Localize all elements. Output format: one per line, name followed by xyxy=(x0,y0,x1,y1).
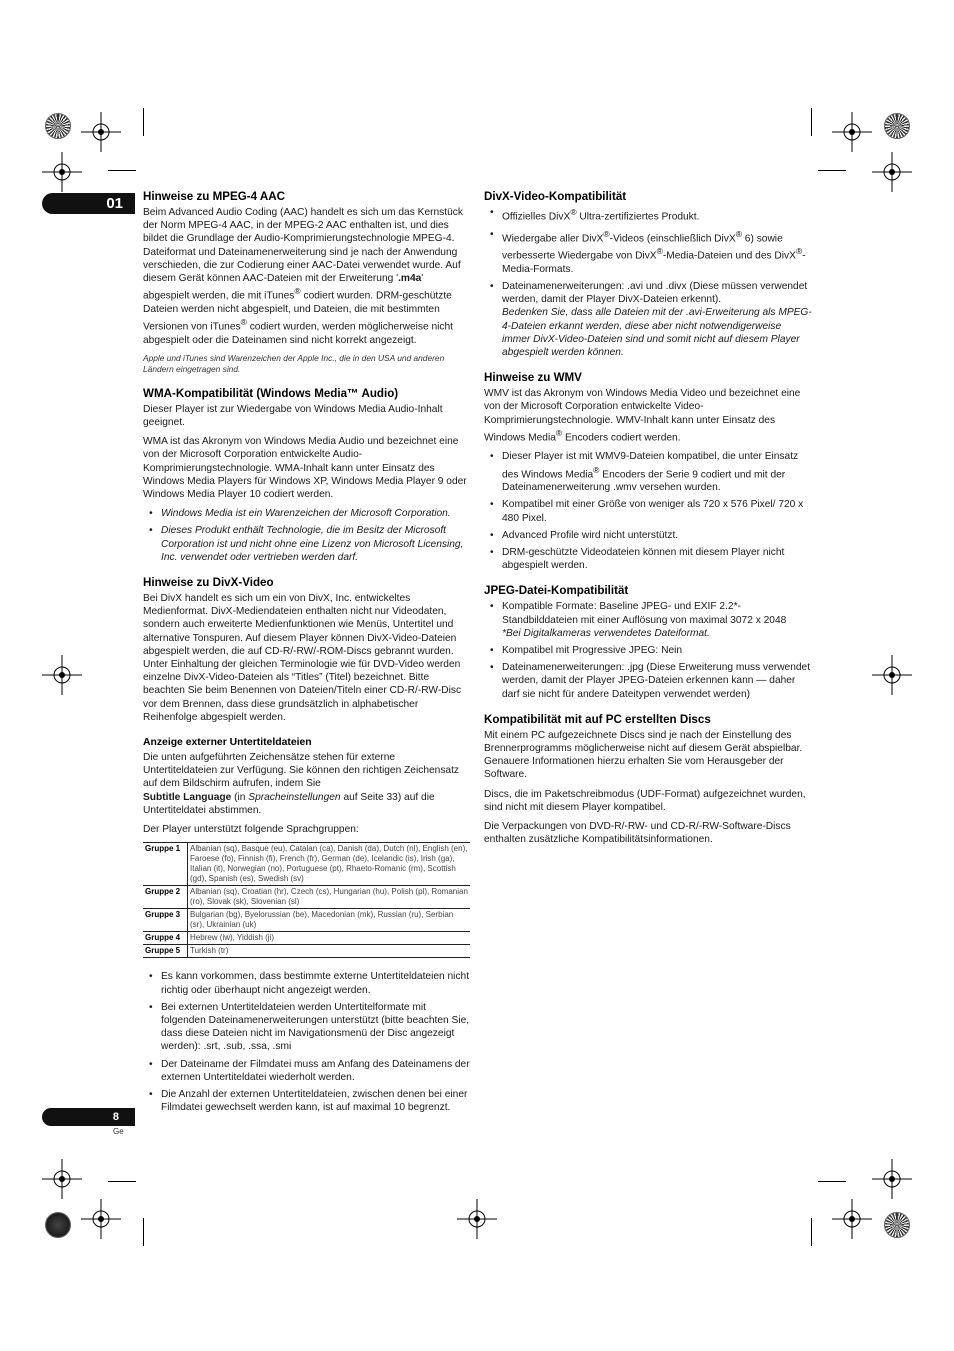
list-item xyxy=(484,280,812,359)
list-item xyxy=(484,206,812,224)
table-cell-languages: Turkish (tr) xyxy=(188,945,471,958)
table-cell-group: Gruppe 2 xyxy=(143,886,188,909)
crosshair-mark-top-left-a xyxy=(81,112,121,152)
text-run-italic: Spracheinstellungen xyxy=(248,791,341,803)
section-heading: Hinweise zu DivX-Video xyxy=(143,576,274,590)
text-run: Offizielles DivX xyxy=(502,211,571,223)
text-run: Kompatible Formate: Baseline JPEG- und EXIF 2.2*-Standbilddateien mit einer Auflösung von maximal 3072 x 2048 xyxy=(502,601,787,626)
paragraph: WMA ist das Akronym von Windows Media Audio und bezeichnet eine von der Microsoft Corporation entwickelte Audio-Komprimierungstechnologie. WMA-Inhalt kann unter Einsatz des Windows Media Players für Windows XP, Windows Media Player 9 oder Windows Media Player 10 codiert werden. xyxy=(143,436,467,501)
section-wma xyxy=(143,387,470,564)
list-item: • DRM-geschützte Videodateien können mit diesem Player nicht abgespielt werden. xyxy=(484,546,812,572)
table-cell-group: Gruppe 1 xyxy=(143,843,188,886)
section-heading: JPEG-Datei-Kompatibilität xyxy=(484,584,629,598)
registered-mark: ® xyxy=(656,246,663,257)
section-external-subtitles xyxy=(143,736,470,1114)
registered-mark: ® xyxy=(603,228,610,239)
right-column xyxy=(484,190,812,858)
bullet-list xyxy=(143,507,470,564)
crop-line xyxy=(108,1181,136,1182)
crop-line xyxy=(143,108,144,136)
table-cell-languages: Albanian (sq), Basque (eu), Catalan (ca), Danish (da), Dutch (nl), English (en), Faroese (fo), Finnish (fi), French (fr), German (de), Icelandic (is), Irish (ga), Italian (it), Norwegian (no), Portuguese (pt), Rhaeto-Romanic (rm), Scottish (gd), Spanish (es), Swedish (sv) xyxy=(188,843,471,886)
text-run: Dateinamenerweiterungen: .avi und .divx (Diese müssen verwendet werden, damit der Player DivX-Dateien erkennt). xyxy=(502,280,808,306)
paragraph xyxy=(484,387,812,444)
table-cell-group: Gruppe 3 xyxy=(143,909,188,932)
section-heading: DivX-Video-Kompatibilität xyxy=(484,190,627,203)
text-run-bold: Subtitle Language xyxy=(143,791,232,803)
list-item xyxy=(484,450,812,494)
section-wmv xyxy=(484,371,812,572)
list-item: • Bei externen Untertiteldateien werden Untertitelformate mit folgenden Dateinamenerweiterungen unterstützt (bitte beachten Sie, dass diese Dateien nicht im Navigationsmenü der Disc angezeigt werden): .srt, .sub, .ssa, .smi xyxy=(143,1001,470,1054)
text-run: auf Seite 33) auf die Untertiteldatei abstimmen. xyxy=(143,791,435,816)
paragraph: Discs, die im Paketschreibmodus (UDF-Format) aufgezeichnet wurden, sind nicht mit diesem Player kompatibel. xyxy=(484,788,806,813)
registered-mark: ® xyxy=(555,427,563,438)
text-run-italic: *Bei Digitalkameras verwendetes Dateiformat. xyxy=(502,627,710,639)
table-row xyxy=(143,932,470,945)
section-pc-discs xyxy=(484,713,812,847)
text-run: -Media-Formats. xyxy=(502,250,806,275)
crosshair-mark-bottom-right-a xyxy=(872,1159,912,1199)
table-row xyxy=(143,909,470,932)
list-item: • Der Dateiname der Filmdatei muss am Anfang des Dateinamens der externen Untertiteldatei wiederholt werden. xyxy=(143,1058,470,1084)
crop-line xyxy=(143,1218,144,1246)
table-cell-languages: Albanian (sq), Croatian (hr), Czech (cs), Hungarian (hu), Polish (pl), Romanian (ro), Slovak (sk), Slovenian (sl) xyxy=(188,886,471,909)
section-heading: WMA-Kompatibilität (Windows Media™ Audio) xyxy=(143,386,399,400)
text-run-italic: Bedenken Sie, dass alle Dateien mit der .avi-Erweiterung als MPEG-4-Dateien erkannt werden, diese aber nicht notwendigerweise immer DivX-Video-Dateien sind und somit nicht auf diesem Player abgespielt werden können. xyxy=(502,307,812,358)
text-run-bold: .m4a xyxy=(398,273,422,285)
text-run: Dieser Player ist mit WMV9-Dateien kompatibel, die unter Einsatz des Windows Media xyxy=(502,451,799,480)
text-run: Encoders der Serie 9 codiert und mit der Dateinamenerweiterung .wmv versehen wurden. xyxy=(502,469,786,494)
trademark-note: Apple und iTunes sind Warenzeichen der Apple Inc., die in den USA und anderen Ländern eingetragen sind. xyxy=(143,352,445,374)
paragraph xyxy=(143,751,470,817)
registered-mark: ® xyxy=(593,464,600,475)
registered-mark: ® xyxy=(795,246,803,257)
crosshair-mark-top-right-b xyxy=(872,152,912,192)
paragraph: Die Verpackungen von DVD-R/-RW- und CD-R/-RW-Software-Discs enthalten zusätzliche Kompatibilitätsinformationen. xyxy=(484,821,791,846)
text-run: (in xyxy=(231,791,249,803)
color-registration-dot-bottom-left xyxy=(45,1212,71,1238)
registered-mark: ® xyxy=(735,228,742,239)
registered-mark: ® xyxy=(240,317,247,328)
paragraph: Mit einem PC aufgezeichnete Discs sind je nach der Einstellung des Brennerprogramms möglicherweise nicht auf diesem Gerät abspielbar. Genauere Informationen hierzu erhalten Sie vom Herausgeber der Software. xyxy=(484,729,803,781)
page-number-tab: 8 xyxy=(42,1108,135,1126)
crop-line xyxy=(818,170,846,171)
bullet-list xyxy=(484,600,812,700)
language-code: Ge xyxy=(113,1127,124,1136)
crop-line xyxy=(811,108,812,136)
bullet-list xyxy=(484,450,812,572)
chapter-number-tab: 01 xyxy=(42,193,135,214)
bullet-list xyxy=(143,970,470,1114)
section-heading: Kompatibilität mit auf PC erstellten Discs xyxy=(484,712,711,726)
text-run: codiert wurden. DRM-geschützte Dateien werden nicht abgespielt, und Dateien, die mit bestimmten Versionen von iTunes xyxy=(143,290,452,333)
table-cell-group: Gruppe 4 xyxy=(143,932,188,945)
text-run: Ultra-zertifiziertes Produkt. xyxy=(576,211,700,223)
text-run: 6) sowie verbesserte Wiedergabe von DivX xyxy=(502,232,783,262)
color-registration-dot-top-right xyxy=(884,113,910,139)
registered-mark: ® xyxy=(294,286,301,297)
table-row xyxy=(143,886,470,909)
table-cell-languages: Hebrew (iw), Yiddish (ji) xyxy=(188,932,471,945)
bullet-list xyxy=(484,206,812,359)
color-registration-dot-top-left xyxy=(45,113,71,139)
section-divx-video xyxy=(143,576,470,724)
list-item: • Windows Media ist ein Warenzeichen der Microsoft Corporation. xyxy=(143,507,470,520)
crosshair-mark-mid-right xyxy=(872,655,912,695)
paragraph xyxy=(143,206,470,347)
section-heading: Hinweise zu WMV xyxy=(484,371,582,385)
list-item: • Kompatibel mit Progressive JPEG: Nein xyxy=(484,644,812,657)
list-item xyxy=(484,600,812,640)
crosshair-mark-top-left-b xyxy=(42,152,82,192)
section-divx-compat xyxy=(484,190,812,359)
list-item: • Advanced Profile wird nicht unterstützt. xyxy=(484,529,812,542)
crop-line xyxy=(108,170,136,171)
crosshair-mark-bottom-left-b xyxy=(81,1199,121,1239)
color-registration-dot-bottom-right xyxy=(884,1212,910,1238)
crosshair-mark-bottom-center xyxy=(457,1199,497,1239)
section-mpeg4-aac xyxy=(143,190,470,375)
crosshair-mark-top-right-a xyxy=(832,112,872,152)
list-item: • Es kann vorkommen, dass bestimmte externe Untertiteldateien nicht richtig oder überhaupt nicht angezeigt werden. xyxy=(143,970,470,996)
paragraph: Der Player unterstützt folgende Sprachgruppen: xyxy=(143,824,359,836)
text-run: codiert wurden, werden möglicherweise nicht abgespielt oder die Dateinamen sind nicht korrekt angezeigt. xyxy=(143,321,453,346)
text-run: Encoders codiert werden. xyxy=(562,432,681,444)
crosshair-mark-mid-left xyxy=(42,655,82,695)
paragraph: Dieser Player ist zur Wiedergabe von Windows Media Audio-Inhalt geeignet. xyxy=(143,403,443,429)
text-run: Wiedergabe aller DivX xyxy=(502,232,604,244)
section-heading: Hinweise zu MPEG-4 AAC xyxy=(143,190,285,203)
list-item: • Die Anzahl der externen Untertiteldateien, zwischen denen bei einer Filmdatei gewechselt werden kann, ist auf maximal 10 begrenzt. xyxy=(143,1088,470,1114)
table-cell-group: Gruppe 5 xyxy=(143,945,188,958)
language-group-table xyxy=(143,842,470,958)
crop-line xyxy=(811,1218,812,1246)
list-item: • Kompatibel mit einer Größe von weniger als 720 x 576 Pixel/ 720 x 480 Pixel. xyxy=(484,498,812,524)
table-row xyxy=(143,843,470,886)
left-column xyxy=(143,190,470,1126)
registered-mark: ® xyxy=(570,207,577,217)
list-item: • Dateinamenerweiterungen: .jpg (Diese Erweiterung muss verwendet werden, damit der Player JPEG-Dateien erkennen kann — daher darf sie nicht für andere Dateitypen verwendet werden) xyxy=(484,661,812,701)
text-run: ' abgespielt werden, die mit iTunes xyxy=(143,273,424,302)
section-jpeg xyxy=(484,584,812,700)
table-cell-languages: Bulgarian (bg), Byelorussian (be), Macedonian (mk), Russian (ru), Serbian (sr), Ukrainian (uk) xyxy=(188,909,471,932)
crop-line xyxy=(818,1181,846,1182)
crosshair-mark-bottom-left-a xyxy=(42,1159,82,1199)
subsection-heading: Anzeige externer Untertiteldateien xyxy=(143,737,312,749)
text-run: Beim Advanced Audio Coding (AAC) handelt es sich um das Kernstück der Norm MPEG-4 AAC, in der MPEG-2 AAC enthalten ist, und dies bildet die Grundlage der Audio-Komprimierungstechnologie MPEG-4. Dateiformat und Dateinamenerweiterung sind je nach der Anwendung verschieden, die zur Codierung einer AAC-Datei verwendet wurde. Auf diesem Gerät können AAC-Dateien mit der Erweiterung ' xyxy=(143,207,463,285)
text-run: WMV ist das Akronym von Windows Media Video und bezeichnet eine von der Microsoft Corporation entwickelte Video-Komprimierungstechnologie. WMV-Inhalt kann unter Einsatz des Windows Media xyxy=(484,388,801,444)
list-item xyxy=(484,228,812,276)
list-item: • Dieses Produkt enthält Technologie, die im Besitz der Microsoft Corporation ist und nicht ohne eine Lizenz von Microsoft Licensing, Inc. verwendet oder vertrieben werden darf. xyxy=(143,524,470,564)
text-run: -Videos (einschließlich DivX xyxy=(609,232,736,244)
paragraph: Bei DivX handelt es sich um ein von DivX, Inc. entwickeltes Medienformat. DivX-Mediendateien enthalten nicht nur Videodaten, sondern auch erweiterte Medienfunktionen wie Menüs, Untertitel und alternative Tonspuren. Auf diesem Player können DivX-Video-Dateien abgespielt werden, die auf CD-R/-RW/-ROM-Discs gebrannt wurden. Unter Einhaltung der gleichen Terminologie wie für DVD-Video werden einzelne DivX-Video-Dateien als “Titles” (Titel) bezeichnet. Bitte beachten Sie beim Benennen von Dateien/Titeln einer CD-R/-RW-Disc vor dem Brennen, dass diese grundsätzlich in alphabetischer Reihenfolge abgespielt werden. xyxy=(143,593,462,723)
table-row xyxy=(143,945,470,958)
text-run: -Media-Dateien und des DivX xyxy=(662,250,796,262)
crosshair-mark-bottom-right-b xyxy=(832,1199,872,1239)
text-run: Die unten aufgeführten Zeichensätze stehen für externe Untertiteldateien zur Verfügung. Sie können den richtigen Zeichensatz auf dem Bildschirm aufrufen, indem Sie xyxy=(143,752,460,790)
